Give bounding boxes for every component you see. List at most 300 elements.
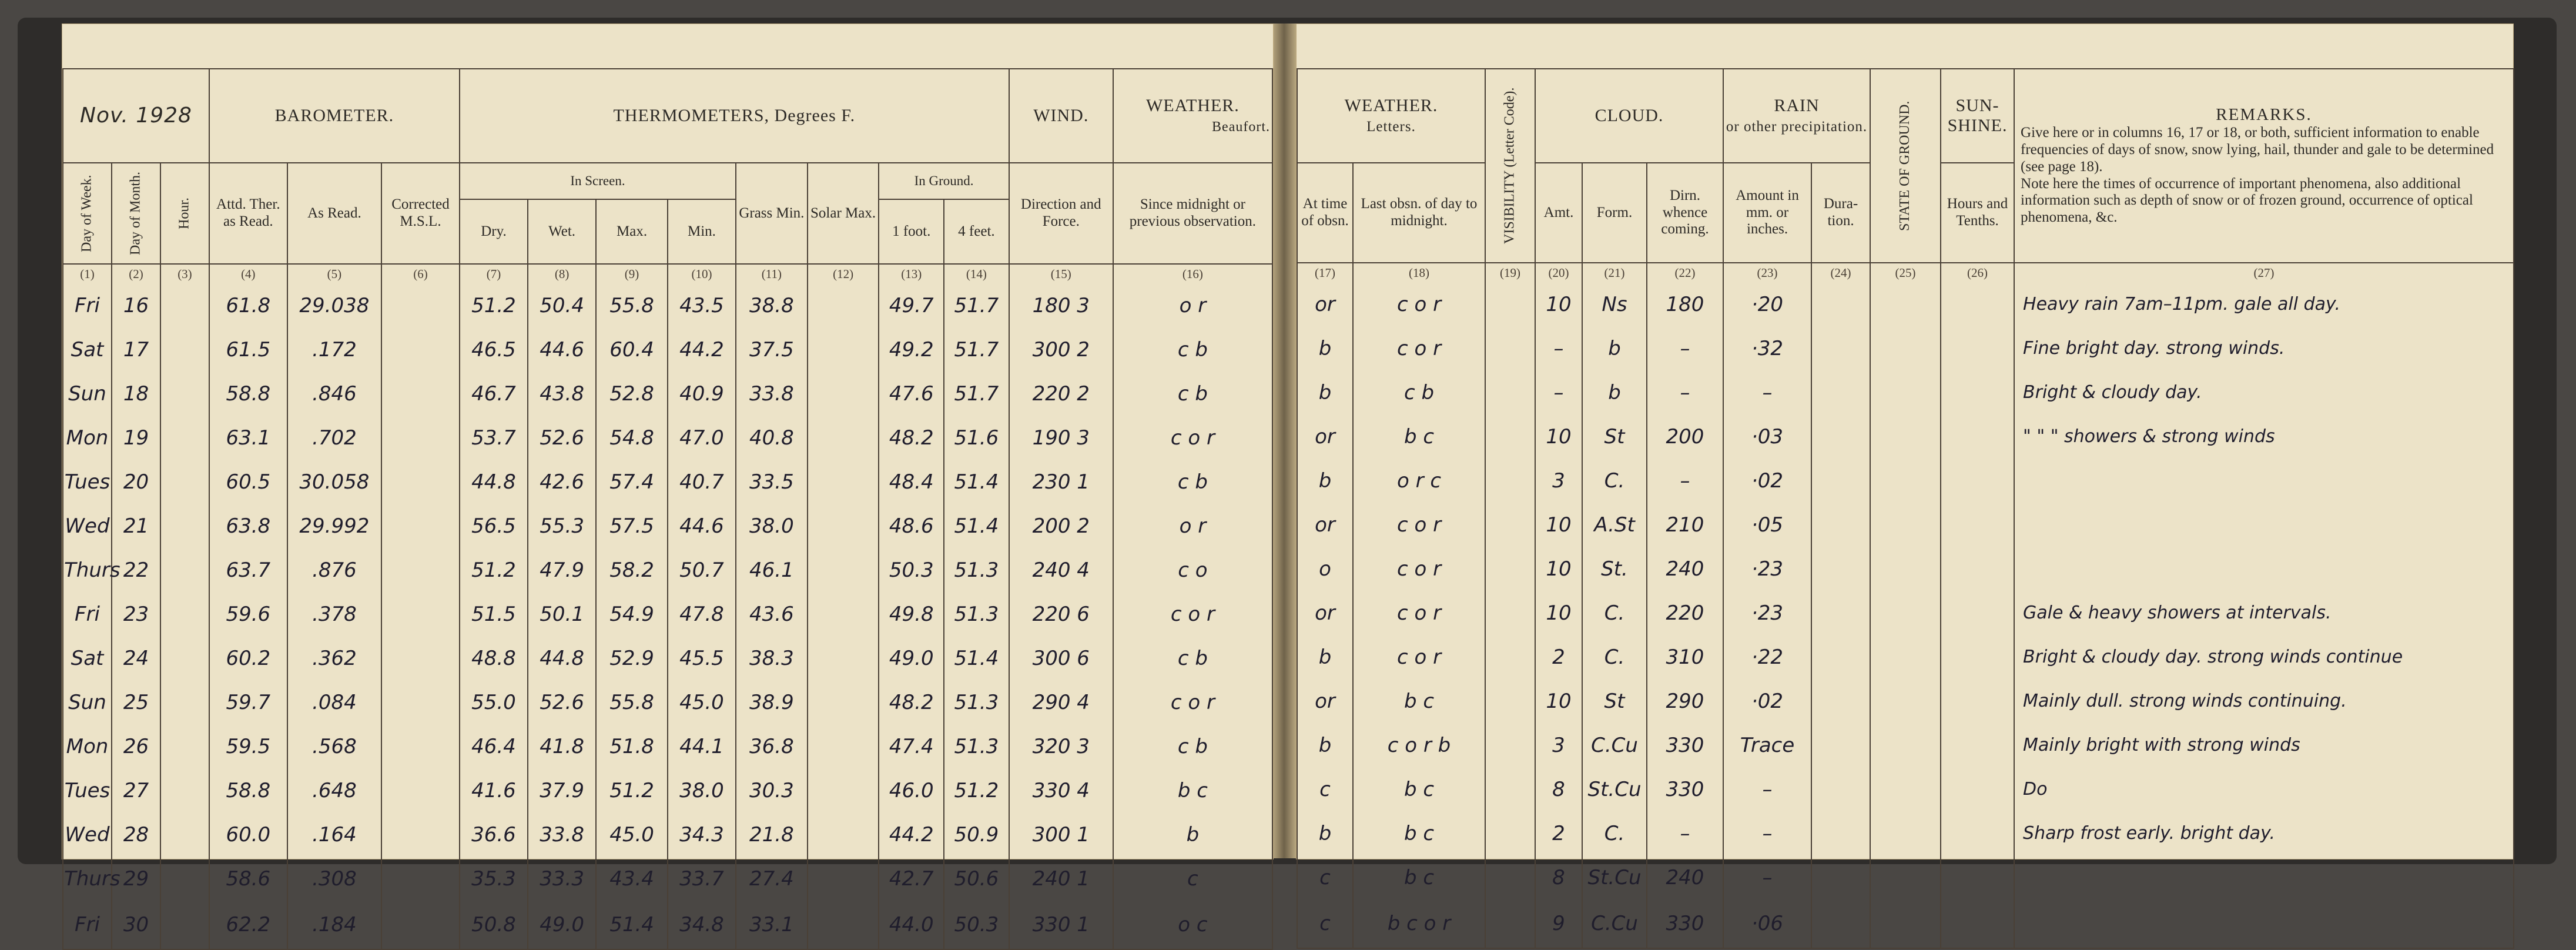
hour-cell (160, 636, 209, 680)
cloud-amount-cell: 2 (1535, 811, 1582, 855)
cloud-form-cell: St (1582, 679, 1647, 723)
grass-min-cell: 33.8 (736, 372, 808, 416)
day-of-month-cell: 21 (112, 504, 160, 548)
one-foot-cell: 44.0 (879, 901, 944, 949)
wind-cell: 220 2 (1009, 372, 1113, 416)
rain-duration-cell (1811, 767, 1870, 811)
solar-max-cell (808, 372, 879, 416)
duration-header: Dura- tion. (1811, 163, 1870, 263)
min-cell: 45.5 (668, 636, 736, 680)
rain-duration-cell (1811, 855, 1870, 899)
weather-header (1113, 69, 1272, 163)
at-time-cell: or (1297, 282, 1353, 326)
weather-beaufort-cell: o r (1113, 504, 1272, 548)
remark-cell: Gale & heavy showers at intervals. (2014, 591, 2514, 635)
max-cell: 43.4 (596, 857, 668, 901)
rain-amount-cell: ·32 (1723, 326, 1811, 370)
remark-cell: Mainly bright with strong winds (2014, 723, 2514, 767)
right-data-rows (1297, 282, 2514, 948)
cloud-header: CLOUD. (1535, 69, 1723, 163)
at-time-cell: b (1297, 635, 1353, 679)
visibility-cell (1485, 855, 1535, 899)
table-row (63, 768, 1272, 812)
visibility-cell (1485, 326, 1535, 370)
max-cell: 57.4 (596, 460, 668, 504)
hour-cell (160, 504, 209, 548)
dry-cell: 56.5 (460, 504, 528, 548)
solar-max-cell (808, 768, 879, 812)
day-of-month-cell: 16 (112, 283, 160, 327)
wet-cell: 52.6 (528, 416, 596, 460)
day-of-week-cell: Sat (63, 327, 112, 372)
at-time-cell: c (1297, 855, 1353, 899)
wind-cell: 220 6 (1009, 592, 1113, 636)
barometer-reading-cell: 29.992 (287, 504, 381, 548)
at-time-cell: or (1297, 679, 1353, 723)
cloud-amount-cell: 10 (1535, 414, 1582, 459)
wind-cell: 320 3 (1009, 724, 1113, 768)
remarks-title: REMARKS. (2216, 105, 2312, 125)
table-row (63, 812, 1272, 857)
visibility-cell (1485, 811, 1535, 855)
state-of-ground-cell (1870, 635, 1941, 679)
table-row (63, 680, 1272, 724)
weather-letters-header (1297, 69, 1485, 163)
wind-cell: 240 4 (1009, 548, 1113, 592)
hour-cell (160, 768, 209, 812)
one-foot-cell: 48.2 (879, 680, 944, 724)
cloud-form-cell: Ns (1582, 282, 1647, 326)
grass-min-cell: 36.8 (736, 724, 808, 768)
four-feet-cell: 50.9 (944, 812, 1009, 857)
wet-cell: 49.0 (528, 901, 596, 949)
cloud-amount-cell: 10 (1535, 679, 1582, 723)
cloud-direction-cell: 200 (1647, 414, 1723, 459)
grass-min-cell: 38.8 (736, 283, 808, 327)
weather-beaufort-cell: o c (1113, 901, 1272, 949)
visibility-header: VISIBILITY (Letter Code). (1485, 69, 1535, 263)
hour-cell (160, 680, 209, 724)
one-foot-cell: 47.6 (879, 372, 944, 416)
visibility-cell (1485, 723, 1535, 767)
dry-cell: 46.4 (460, 724, 528, 768)
barometer-reading-cell: .568 (287, 724, 381, 768)
four-feet-cell: 50.6 (944, 857, 1009, 901)
attd-ther-cell: 58.8 (209, 768, 287, 812)
four-feet-cell: 51.3 (944, 680, 1009, 724)
solar-max-cell (808, 460, 879, 504)
one-foot-cell: 50.3 (879, 548, 944, 592)
day-of-month-cell: 25 (112, 680, 160, 724)
cloud-form-cell: b (1582, 370, 1647, 414)
at-time-cell: or (1297, 503, 1353, 547)
sunshine-cell (1941, 679, 2014, 723)
day-of-week-cell: Fri (63, 592, 112, 636)
day-of-week-cell: Wed (63, 812, 112, 857)
day-of-week-header: Day of Week. (63, 163, 112, 264)
four-feet-header: 4 feet. (944, 199, 1009, 264)
last-obsn-cell: b c (1353, 855, 1485, 899)
solar-max-cell (808, 592, 879, 636)
dirn-header: Dirn. whence coming. (1647, 163, 1723, 263)
state-of-ground-cell (1870, 459, 1941, 503)
cloud-amount-cell: 2 (1535, 635, 1582, 679)
rain-header (1723, 69, 1870, 163)
cloud-direction-cell: 240 (1647, 547, 1723, 591)
dry-cell: 36.6 (460, 812, 528, 857)
state-of-ground-cell (1870, 503, 1941, 547)
attd-ther-cell: 58.8 (209, 372, 287, 416)
max-cell: 51.2 (596, 768, 668, 812)
hour-cell (160, 901, 209, 949)
wind-cell: 300 2 (1009, 327, 1113, 372)
observations-table-right (1297, 68, 2514, 949)
state-of-ground-cell (1870, 855, 1941, 899)
rain-amount-cell: ·20 (1723, 282, 1811, 326)
thermometers-header: THERMOMETERS, Degrees F. (460, 69, 1009, 163)
cloud-form-cell: C. (1582, 591, 1647, 635)
corrected-header: Corrected M.S.L. (381, 163, 460, 264)
rain-amount-cell: – (1723, 855, 1811, 899)
cloud-direction-cell: 310 (1647, 635, 1723, 679)
weather-beaufort-cell: c b (1113, 372, 1272, 416)
corrected-cell (381, 592, 460, 636)
barometer-reading-cell: .378 (287, 592, 381, 636)
state-of-ground-cell (1870, 679, 1941, 723)
wind-cell: 330 1 (1009, 901, 1113, 949)
solar-max-cell (808, 548, 879, 592)
rain-subtitle: or other precipitation. (1726, 119, 1868, 135)
state-of-ground-cell (1870, 723, 1941, 767)
amount-header: Amount in mm. or inches. (1723, 163, 1811, 263)
column-number: (11) (736, 264, 808, 283)
hour-cell (160, 812, 209, 857)
table-row (63, 460, 1272, 504)
rain-duration-cell (1811, 459, 1870, 503)
attd-ther-cell: 59.5 (209, 724, 287, 768)
rain-duration-cell (1811, 635, 1870, 679)
wet-cell: 52.6 (528, 680, 596, 724)
rain-amount-cell: ·02 (1723, 459, 1811, 503)
last-obsn-cell: b c (1353, 767, 1485, 811)
dry-cell: 46.7 (460, 372, 528, 416)
column-number: (25) (1870, 263, 1941, 282)
visibility-cell (1485, 370, 1535, 414)
dry-cell: 41.6 (460, 768, 528, 812)
remarks-instructions: Give here or in columns 16, 17 or 18, or both, sufficient information to enable frequencies of days of snow, snow lying, hail, thunder and gale to be determined (see page 18). (2021, 125, 2494, 175)
last-obsn-cell: b c (1353, 414, 1485, 459)
grass-min-cell: 46.1 (736, 548, 808, 592)
observations-table-left (62, 68, 1273, 950)
rain-amount-cell: ·03 (1723, 414, 1811, 459)
corrected-cell (381, 636, 460, 680)
book-spine (1272, 24, 1296, 858)
last-obsn-header: Last obsn. of day to midnight. (1353, 163, 1485, 263)
wind-cell: 230 1 (1009, 460, 1113, 504)
day-of-week-cell: Wed (63, 504, 112, 548)
sunshine-cell (1941, 459, 2014, 503)
corrected-cell (381, 768, 460, 812)
last-obsn-cell: c o r b (1353, 723, 1485, 767)
weather-beaufort-cell: c b (1113, 327, 1272, 372)
hour-cell (160, 372, 209, 416)
wind-cell: 330 4 (1009, 768, 1113, 812)
max-cell: 54.8 (596, 416, 668, 460)
sunshine-cell (1941, 855, 2014, 899)
at-time-cell: or (1297, 414, 1353, 459)
wet-cell: 33.3 (528, 857, 596, 901)
four-feet-cell: 51.4 (944, 504, 1009, 548)
barometer-reading-cell: .084 (287, 680, 381, 724)
hour-cell (160, 327, 209, 372)
one-foot-header: 1 foot. (879, 199, 944, 264)
visibility-cell (1485, 591, 1535, 635)
max-cell: 55.8 (596, 680, 668, 724)
dry-cell: 50.8 (460, 901, 528, 949)
rain-duration-cell (1811, 547, 1870, 591)
four-feet-cell: 51.7 (944, 283, 1009, 327)
visibility-cell (1485, 635, 1535, 679)
one-foot-cell: 42.7 (879, 857, 944, 901)
table-row (1297, 326, 2514, 370)
day-of-month-cell: 23 (112, 592, 160, 636)
cloud-form-cell: b (1582, 326, 1647, 370)
day-of-month-cell: 26 (112, 724, 160, 768)
barometer-reading-cell: .172 (287, 327, 381, 372)
cloud-amount-cell: 10 (1535, 282, 1582, 326)
cloud-amount-cell: 10 (1535, 547, 1582, 591)
four-feet-cell: 51.3 (944, 724, 1009, 768)
at-time-cell: b (1297, 326, 1353, 370)
barometer-reading-cell: 29.038 (287, 283, 381, 327)
corrected-cell (381, 504, 460, 548)
one-foot-cell: 48.2 (879, 416, 944, 460)
four-feet-cell: 50.3 (944, 901, 1009, 949)
max-cell: 51.8 (596, 724, 668, 768)
day-of-month-cell: 30 (112, 901, 160, 949)
as-read-header: As Read. (287, 163, 381, 264)
grass-min-cell: 37.5 (736, 327, 808, 372)
rain-amount-cell: ·23 (1723, 591, 1811, 635)
day-of-week-cell: Mon (63, 416, 112, 460)
hour-cell (160, 283, 209, 327)
wet-cell: 50.4 (528, 283, 596, 327)
dry-cell: 51.2 (460, 283, 528, 327)
left-data-rows (63, 283, 1272, 949)
one-foot-cell: 49.2 (879, 327, 944, 372)
last-obsn-cell: c o r (1353, 635, 1485, 679)
wet-cell: 37.9 (528, 768, 596, 812)
one-foot-cell: 49.7 (879, 283, 944, 327)
column-number: (10) (668, 264, 736, 283)
min-cell: 50.7 (668, 548, 736, 592)
table-row (1297, 591, 2514, 635)
column-number: (20) (1535, 263, 1582, 282)
rain-amount-cell: ·23 (1723, 547, 1811, 591)
last-obsn-cell: c o r (1353, 282, 1485, 326)
cloud-amount-cell: 8 (1535, 855, 1582, 899)
max-cell: 45.0 (596, 812, 668, 857)
remark-cell (2014, 459, 2514, 503)
barometer-reading-cell: 30.058 (287, 460, 381, 504)
grass-min-cell: 21.8 (736, 812, 808, 857)
state-of-ground-cell (1870, 326, 1941, 370)
grass-min-header: Grass Min. (736, 163, 808, 264)
cloud-form-cell: C.Cu (1582, 723, 1647, 767)
left-page (62, 24, 1274, 936)
sunshine-cell (1941, 370, 2014, 414)
corrected-cell (381, 812, 460, 857)
min-cell: 40.9 (668, 372, 736, 416)
weather-beaufort-cell: c o r (1113, 680, 1272, 724)
table-row (63, 636, 1272, 680)
dry-cell: 35.3 (460, 857, 528, 901)
table-row (1297, 459, 2514, 503)
dry-cell: 44.8 (460, 460, 528, 504)
last-obsn-cell: c b (1353, 370, 1485, 414)
rain-amount-cell: ·06 (1723, 899, 1811, 948)
cloud-form-cell: C. (1582, 635, 1647, 679)
state-of-ground-cell (1870, 370, 1941, 414)
day-of-month-cell: 20 (112, 460, 160, 504)
four-feet-cell: 51.4 (944, 460, 1009, 504)
cloud-amount-cell: 3 (1535, 459, 1582, 503)
remark-cell: Heavy rain 7am–11pm. gale all day. (2014, 282, 2514, 326)
hour-cell (160, 416, 209, 460)
last-obsn-cell: b c (1353, 679, 1485, 723)
min-cell: 47.8 (668, 592, 736, 636)
barometer-reading-cell: .362 (287, 636, 381, 680)
visibility-cell (1485, 679, 1535, 723)
hour-cell (160, 460, 209, 504)
cloud-form-cell: St (1582, 414, 1647, 459)
min-cell: 44.1 (668, 724, 736, 768)
last-obsn-cell: b c (1353, 811, 1485, 855)
state-of-ground-cell (1870, 899, 1941, 948)
wet-cell: 50.1 (528, 592, 596, 636)
weather-beaufort-cell: b c (1113, 768, 1272, 812)
attd-ther-cell: 63.8 (209, 504, 287, 548)
sunshine-cell (1941, 723, 2014, 767)
column-number: (23) (1723, 263, 1811, 282)
weather-beaufort-cell: c o r (1113, 416, 1272, 460)
at-time-cell: b (1297, 811, 1353, 855)
column-number: (5) (287, 264, 381, 283)
state-of-ground-cell (1870, 414, 1941, 459)
weather-beaufort-cell: c o (1113, 548, 1272, 592)
hour-cell (160, 548, 209, 592)
sunshine-cell (1941, 282, 2014, 326)
sunshine-header: SUN- SHINE. (1941, 69, 2014, 163)
one-foot-cell: 44.2 (879, 812, 944, 857)
visibility-cell (1485, 282, 1535, 326)
cloud-direction-cell: 290 (1647, 679, 1723, 723)
day-of-week-cell: Mon (63, 724, 112, 768)
solar-max-cell (808, 416, 879, 460)
remark-cell: Fine bright day. strong winds. (2014, 326, 2514, 370)
four-feet-cell: 51.6 (944, 416, 1009, 460)
min-cell: 33.7 (668, 857, 736, 901)
solar-max-cell (808, 283, 879, 327)
rain-amount-cell: – (1723, 767, 1811, 811)
remark-cell: Bright & cloudy day. strong winds continue (2014, 635, 2514, 679)
cloud-direction-cell: – (1647, 370, 1723, 414)
table-row (63, 283, 1272, 327)
table-row (1297, 414, 2514, 459)
solar-max-cell (808, 812, 879, 857)
weather-beaufort-cell: c b (1113, 636, 1272, 680)
wind-cell: 240 1 (1009, 857, 1113, 901)
max-cell: 52.8 (596, 372, 668, 416)
remarks-note: Note here the times of occurrence of important phenomena, also additional information such as depth of snow or of frozen ground, occurrence of optical phenomena, &c. (2021, 175, 2473, 226)
column-number-row (63, 264, 1272, 283)
one-foot-cell: 48.4 (879, 460, 944, 504)
table-row (1297, 679, 2514, 723)
cloud-form-cell: C. (1582, 811, 1647, 855)
in-screen-header: In Screen. (460, 163, 736, 199)
cloud-direction-cell: 330 (1647, 767, 1723, 811)
rain-duration-cell (1811, 326, 1870, 370)
amt-header: Amt. (1535, 163, 1582, 263)
cloud-direction-cell: 240 (1647, 855, 1723, 899)
column-number: (1) (63, 264, 112, 283)
rain-duration-cell (1811, 811, 1870, 855)
solar-max-cell (808, 327, 879, 372)
dry-cell: 51.5 (460, 592, 528, 636)
column-number: (24) (1811, 263, 1870, 282)
rain-duration-cell (1811, 503, 1870, 547)
column-number: (4) (209, 264, 287, 283)
at-time-cell: b (1297, 723, 1353, 767)
state-of-ground-cell (1870, 547, 1941, 591)
last-obsn-cell: o r c (1353, 459, 1485, 503)
max-cell: 52.9 (596, 636, 668, 680)
remark-cell (2014, 855, 2514, 899)
day-of-week-cell: Tues (63, 460, 112, 504)
barometer-reading-cell: .648 (287, 768, 381, 812)
rain-amount-cell: Trace (1723, 723, 1811, 767)
rain-duration-cell (1811, 723, 1870, 767)
barometer-reading-cell: .846 (287, 372, 381, 416)
cloud-direction-cell: 330 (1647, 723, 1723, 767)
last-obsn-cell: c o r (1353, 591, 1485, 635)
table-row (63, 416, 1272, 460)
dry-cell: 53.7 (460, 416, 528, 460)
wet-cell: 42.6 (528, 460, 596, 504)
four-feet-cell: 51.7 (944, 372, 1009, 416)
form-header: Form. (1582, 163, 1647, 263)
column-number: (14) (944, 264, 1009, 283)
one-foot-cell: 49.8 (879, 592, 944, 636)
grass-min-cell: 30.3 (736, 768, 808, 812)
beaufort-label: Beaufort. (1212, 119, 1270, 135)
four-feet-cell: 51.3 (944, 592, 1009, 636)
column-number: (3) (160, 264, 209, 283)
column-number: (16) (1113, 264, 1272, 283)
day-of-week-cell: Fri (63, 901, 112, 949)
last-obsn-cell: c o r (1353, 326, 1485, 370)
weather-title: WEATHER. (1145, 95, 1240, 115)
at-time-cell: o (1297, 547, 1353, 591)
table-row (63, 901, 1272, 949)
table-row (63, 372, 1272, 416)
direction-force-header: Direction and Force. (1009, 163, 1113, 264)
cloud-amount-cell: 10 (1535, 591, 1582, 635)
max-cell: 60.4 (596, 327, 668, 372)
day-of-week-cell: Sun (63, 372, 112, 416)
column-number: (19) (1485, 263, 1535, 282)
cloud-amount-cell: 3 (1535, 723, 1582, 767)
